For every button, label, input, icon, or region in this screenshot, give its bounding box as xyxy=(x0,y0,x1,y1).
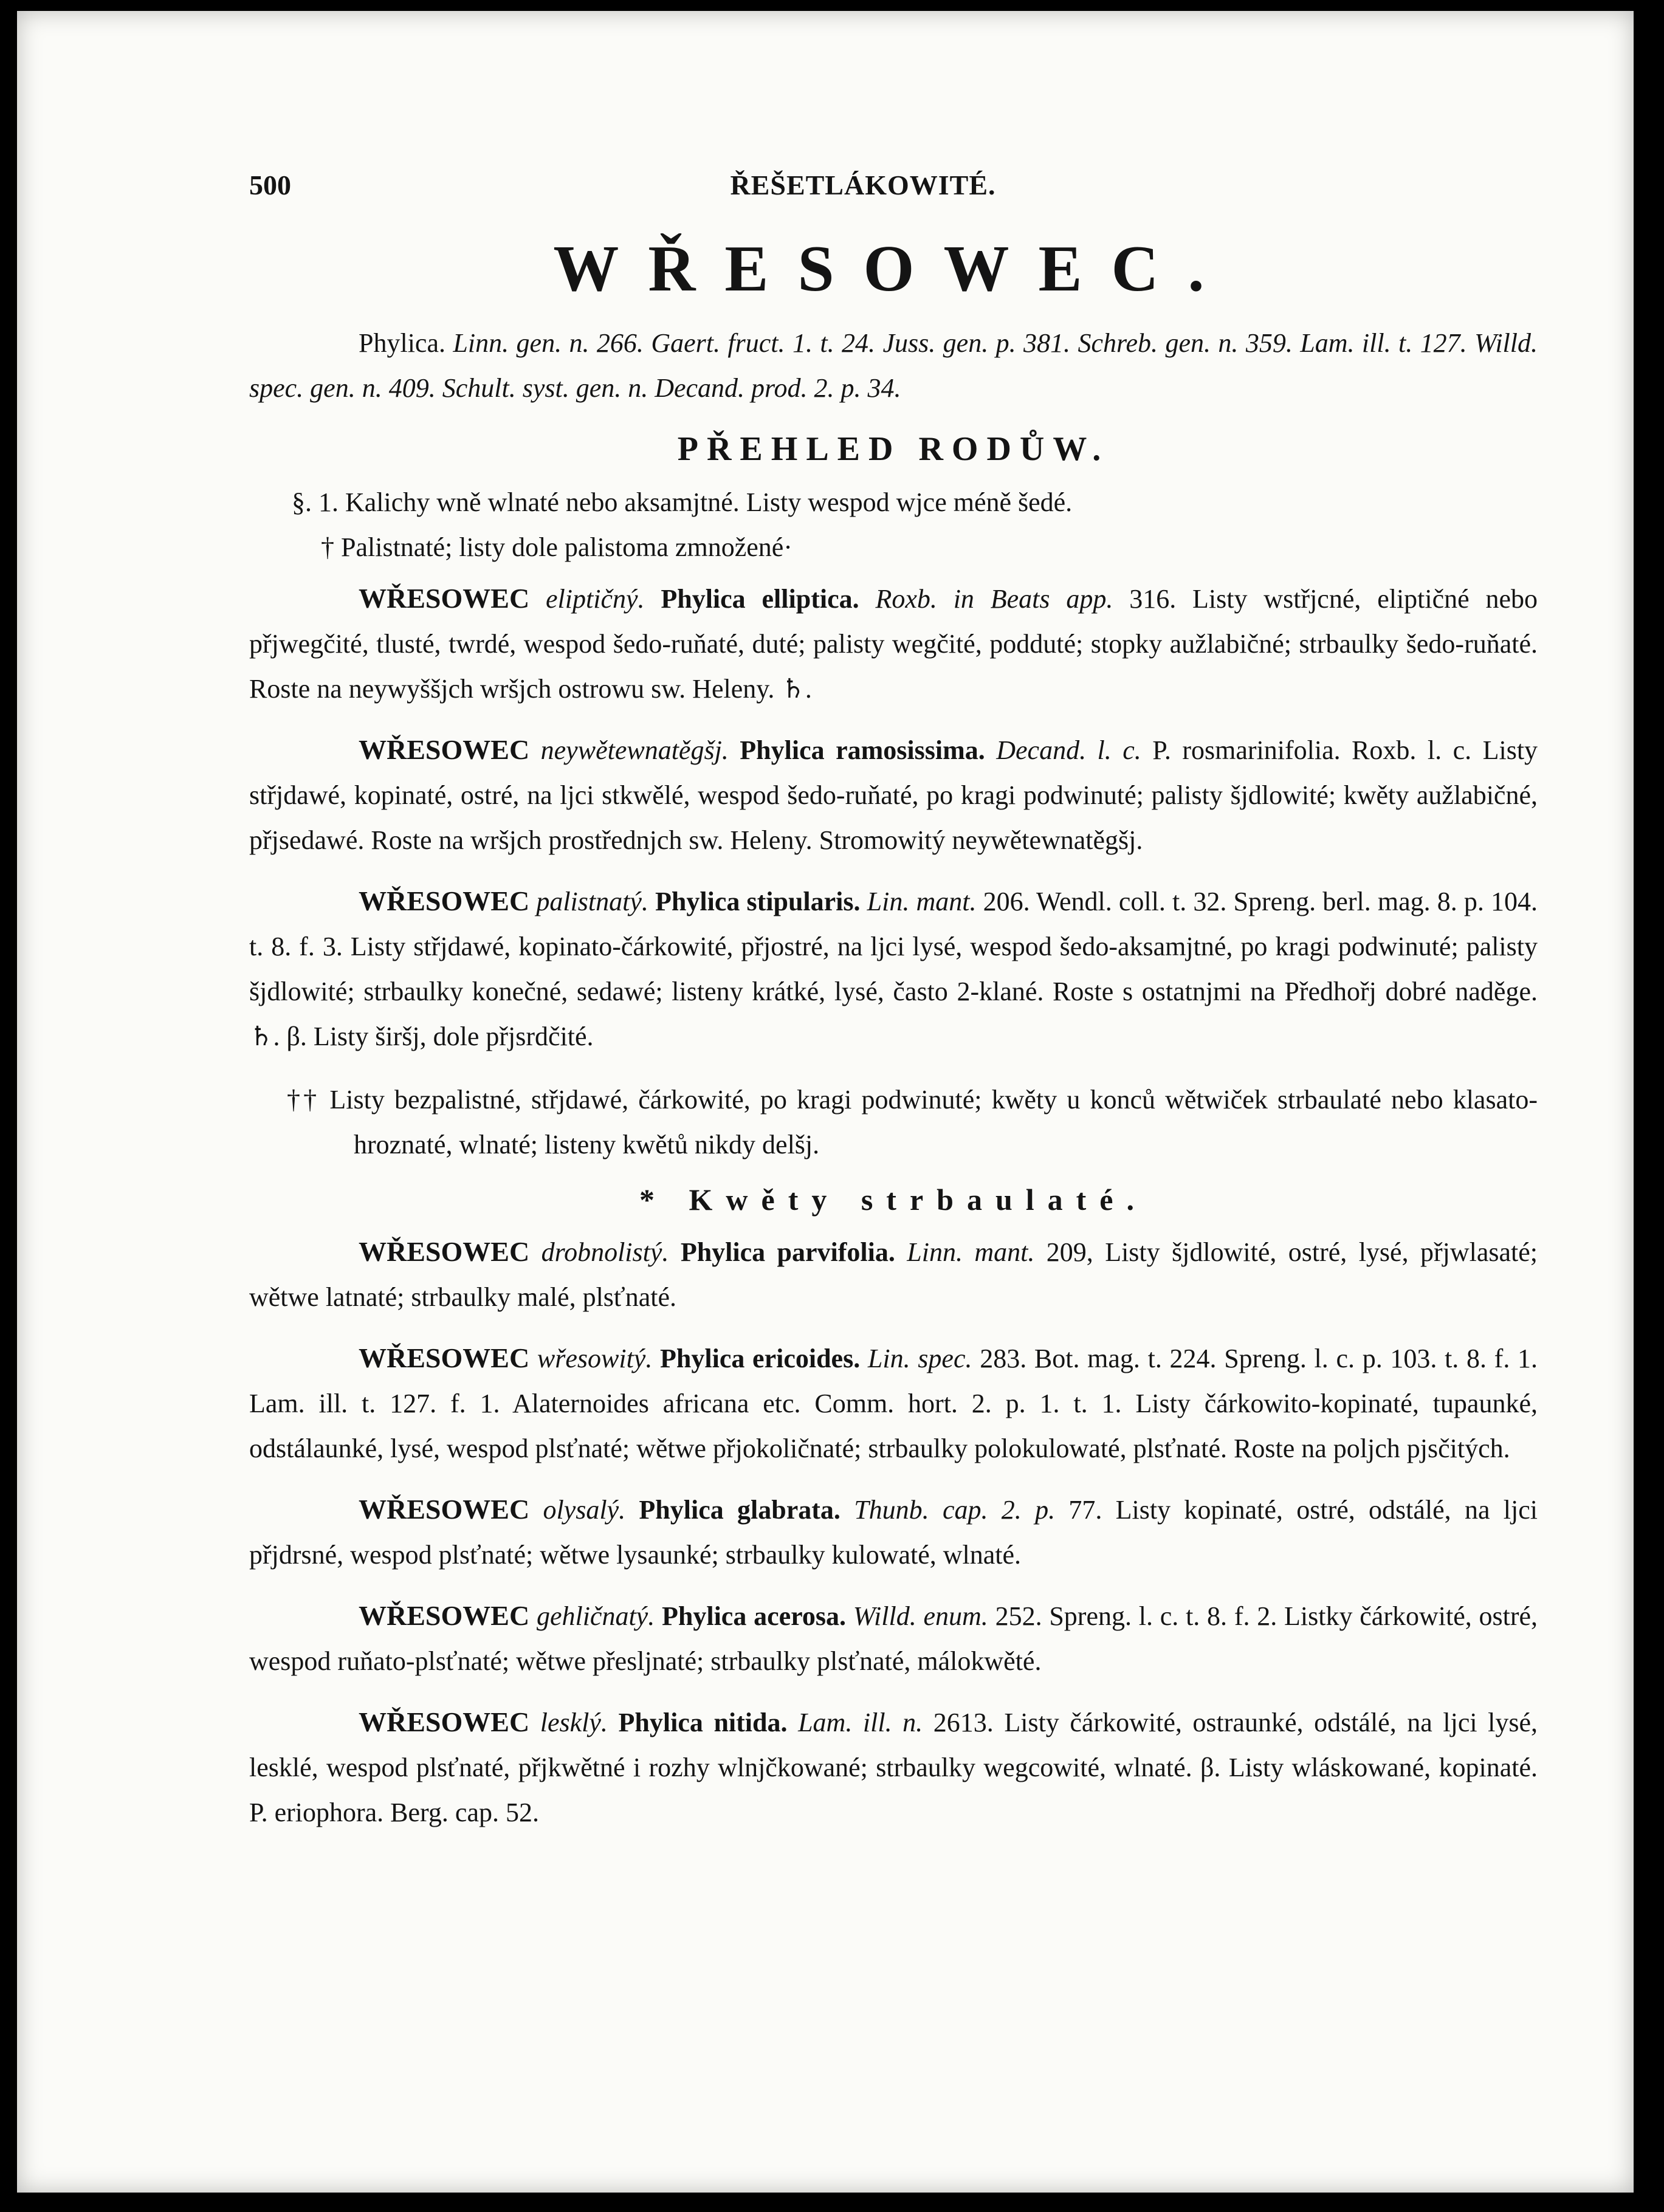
species-latin-name: Phylica ericoides. xyxy=(660,1344,861,1373)
species-description: 77. Listy kopinaté, ostré, odstálé, na ljci přjdrsné, wespod plsťnaté; wětwe lysaunké; strbaulky kulowaté, wlnaté. xyxy=(249,1495,1538,1570)
genus-title: WŘESOWEC. xyxy=(553,233,1234,305)
species-latin-name: Phylica parvifolia. xyxy=(680,1237,895,1267)
species-latin-name: Phylica glabrata. xyxy=(639,1495,841,1525)
overview-heading: PŘEHLED RODŮW. xyxy=(677,430,1110,468)
dagger-1-heading: † Palistnaté; listy dole palistoma zmnožené· xyxy=(321,532,792,562)
species-epithet: palistnatý. xyxy=(536,887,648,916)
species-genus-name: WŘESOWEC xyxy=(359,1494,530,1525)
species-description: 2613. Listy čárkowité, ostraunké, odstálé, na ljci lysé, lesklé, wespod plsťnaté, přjkwětné i rozhy wlnjčkowané; strbaulky wegcowité, wlnaté. β. Listy wláskowané, kopinaté. P. eriophora. Berg. cap. 52. xyxy=(249,1708,1538,1827)
species-entry xyxy=(249,1593,1538,1684)
species-group-a xyxy=(249,576,1538,1059)
species-description: 209, Listy šjdlowité, ostré, lysé, přjwlasaté; wětwe latnaté; strbaulky malé, plsťnaté. xyxy=(249,1237,1538,1312)
genus-latin: Phylica. xyxy=(359,328,445,358)
species-latin-name: Phylica nitida. xyxy=(618,1708,788,1737)
running-header xyxy=(249,163,1538,211)
species-description: 206. Wendl. coll. t. 32. Spreng. berl. mag. 8. p. 104. t. 8. f. 3. Listy střjdawé, kopinato-čárkowité, přjostré, na ljci lysé, wespod šedo-aksamjtné, po kragi podwinuté; palisty šjdlowité; strbaulky konečné, sedawé; listeny krátké, lysé, často 2-klané. Roste s ostatnjmi na Předhořj dobré naděge. ♄. β. Listy širšj, dole přjsrdčité. xyxy=(249,887,1538,1051)
species-reference: Thunb. cap. 2. p. xyxy=(854,1495,1056,1525)
species-entry xyxy=(249,727,1538,863)
species-entry xyxy=(249,1336,1538,1471)
species-reference: Lin. spec. xyxy=(867,1344,972,1373)
species-epithet: wřesowitý. xyxy=(537,1344,653,1373)
species-latin-name: Phylica elliptica. xyxy=(661,584,859,614)
species-epithet: eliptičný. xyxy=(546,584,645,614)
species-epithet: olysalý. xyxy=(543,1495,626,1525)
species-entry xyxy=(249,1700,1538,1835)
species-reference: Willd. enum. xyxy=(853,1601,988,1631)
running-title: ŘEŠETLÁKOWITÉ. xyxy=(730,170,996,201)
species-entry xyxy=(249,576,1538,712)
species-description: 316. Listy wstřjcné, eliptičné nebo přjwegčité, tlusté, twrdé, wespod šedo-ruňaté, duté; palisty wegčité, podduté; stopky aužlabičné; strbaulky šedo-ruňaté. Roste na neywyššjch wršjch ostrowu sw. Heleny. ♄. xyxy=(249,584,1538,704)
species-entry xyxy=(249,1487,1538,1578)
species-description: 283. Bot. mag. t. 224. Spreng. l. c. p. 103. t. 8. f. 1. Lam. ill. t. 127. f. 1. Alaternoides africana etc. Comm. hort. 2. p. 1. t. 1. Listy čárkowito-kopinaté, tupaunké, odstálaunké, lysé, wespod plsťnaté; wětwe přjokoličnaté; strbaulky polokulowaté, plsťnaté. Roste na poljch pjsčitých. xyxy=(249,1344,1538,1463)
species-genus-name: WŘESOWEC xyxy=(359,885,530,916)
page-number: 500 xyxy=(249,170,291,201)
species-description: P. rosmarinifolia. Roxb. l. c. Listy střjdawé, kopinaté, ostré, na ljci stkwělé, wespod šedo-ruňaté, po kragi podwinuté; palisty šjdlowité; kwěty aužlabičné, přjsedawé. Roste na wršjch prostřednjch sw. Heleny. Stromowitý neywětewnatěgšj. xyxy=(249,735,1538,855)
species-genus-name: WŘESOWEC xyxy=(359,1706,530,1737)
species-group-b xyxy=(249,1229,1538,1835)
species-epithet: drobnolistý. xyxy=(541,1237,669,1267)
species-latin-name: Phylica ramosissima. xyxy=(740,735,985,765)
species-epithet: neywětewnatěgšj. xyxy=(540,735,729,765)
species-entry xyxy=(249,1229,1538,1320)
species-entry xyxy=(249,879,1538,1059)
subsection-heading: * Kwěty strbaulaté. xyxy=(639,1183,1147,1217)
dagger-2-heading: †† Listy bezpalistné, střjdawé, čárkowité, po kragi podwinuté; kwěty u konců wětwiček strbaulaté nebo klasato-hroznaté, wlnaté; listeny kwětů nikdy delšj. xyxy=(287,1085,1538,1159)
species-latin-name: Phylica acerosa. xyxy=(662,1601,847,1631)
species-genus-name: WŘESOWEC xyxy=(359,583,530,614)
page-text xyxy=(249,163,1538,1835)
species-description: 252. Spreng. l. c. t. 8. f. 2. Listky čárkowité, ostré, wespod ruňato-plsťnaté; wětwe přesljnaté; strbaulky plsťnaté, málokwěté. xyxy=(249,1601,1538,1676)
genus-lead xyxy=(249,321,1538,411)
section-1-heading: §. 1. Kalichy wně wlnaté nebo aksamjtné. Listy wespod wjce méně šedé. xyxy=(292,487,1073,517)
species-genus-name: WŘESOWEC xyxy=(359,1600,530,1631)
species-reference: Roxb. in Beats app. xyxy=(875,584,1113,614)
species-epithet: lesklý. xyxy=(540,1708,608,1737)
species-reference: Lin. mant. xyxy=(867,887,977,916)
species-reference: Lam. ill. n. xyxy=(798,1708,923,1737)
species-genus-name: WŘESOWEC xyxy=(359,734,530,765)
species-genus-name: WŘESOWEC xyxy=(359,1342,530,1373)
species-epithet: gehličnatý. xyxy=(536,1601,655,1631)
species-latin-name: Phylica stipularis. xyxy=(655,887,861,916)
genus-references: Linn. gen. n. 266. Gaert. fruct. 1. t. 24. Juss. gen. p. 381. Schreb. gen. n. 359. Lam. ill. t. 127. Willd. spec. gen. n. 409. Schult. syst. gen. n. Decand. prod. 2. p. 34. xyxy=(249,328,1538,403)
species-reference: Decand. l. c. xyxy=(996,735,1141,765)
species-genus-name: WŘESOWEC xyxy=(359,1236,530,1267)
species-reference: Linn. mant. xyxy=(907,1237,1035,1267)
